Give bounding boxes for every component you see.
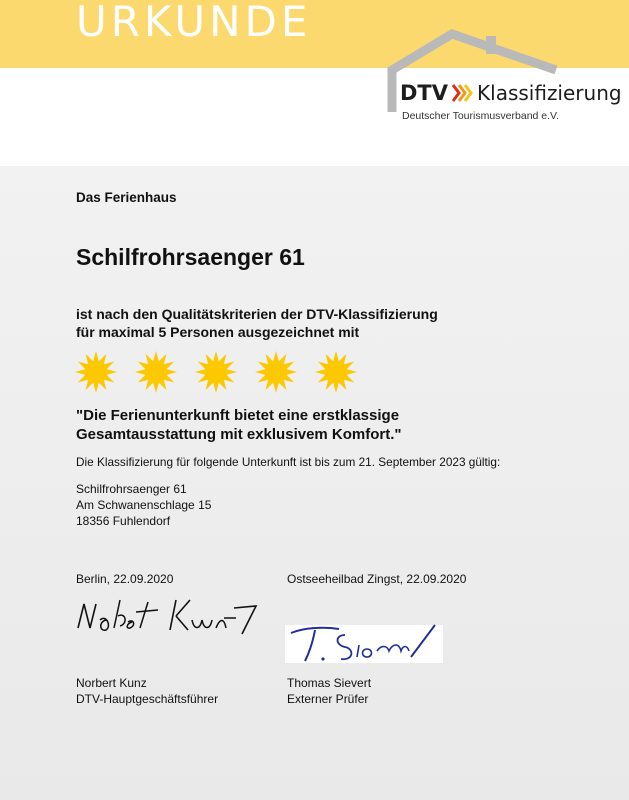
certificate-intro: Das Ferienhaus (76, 190, 177, 205)
address-line: Schilfrohrsaenger 61 (76, 482, 187, 496)
signature-left (74, 594, 264, 642)
quote-line: "Die Ferienunterkunft bietet eine erstklassige (76, 407, 400, 424)
place-date-right: Ostseeheilbad Zingst, 22.09.2020 (287, 572, 467, 586)
signer-left-role: DTV-Hauptgeschäftsführer (76, 692, 219, 706)
signer-right-role: Externer Prüfer (287, 692, 369, 706)
quote-line: Gesamtausstattung mit exklusivem Komfort." (76, 426, 402, 443)
place-date-left: Berlin, 22.09.2020 (76, 572, 174, 586)
star-icon (74, 350, 118, 394)
signer-right-name: Thomas Sievert (287, 676, 372, 690)
house-name: Schilfrohrsaenger 61 (76, 244, 305, 270)
validity-text: Die Klassifizierung für folgende Unterkunft ist bis zum 21. September 2023 gültig: (76, 455, 501, 469)
dtv-logo (400, 80, 622, 130)
criteria-line: für maximal 5 Personen ausgezeichnet mit (76, 324, 360, 340)
criteria-line: ist nach den Qualitätskriterien der DTV-Klassifizierung (76, 306, 438, 322)
dtv-logo-name: Klassifizierung (477, 81, 622, 105)
star-icon (254, 350, 298, 394)
star-rating (74, 350, 358, 394)
dtv-logo-subtitle: Deutscher Tourismusverband e.V. (402, 110, 560, 122)
signer-right (287, 675, 371, 707)
certificate-title: URKUNDE (76, 0, 312, 46)
quote-text (76, 406, 402, 444)
star-icon (194, 350, 238, 394)
triple-chevron-icon (451, 83, 473, 103)
signer-left (76, 675, 218, 707)
criteria-text (76, 305, 438, 341)
signature-right (285, 621, 443, 667)
address-line: 18356 Fuhlendorf (76, 514, 171, 528)
signer-left-name: Norbert Kunz (76, 676, 147, 690)
address-line: Am Schwanenschlage 15 (76, 498, 212, 512)
star-icon (134, 350, 178, 394)
address-block (76, 481, 211, 529)
dtv-logo-mark: DTV (400, 81, 449, 105)
star-icon (314, 350, 358, 394)
